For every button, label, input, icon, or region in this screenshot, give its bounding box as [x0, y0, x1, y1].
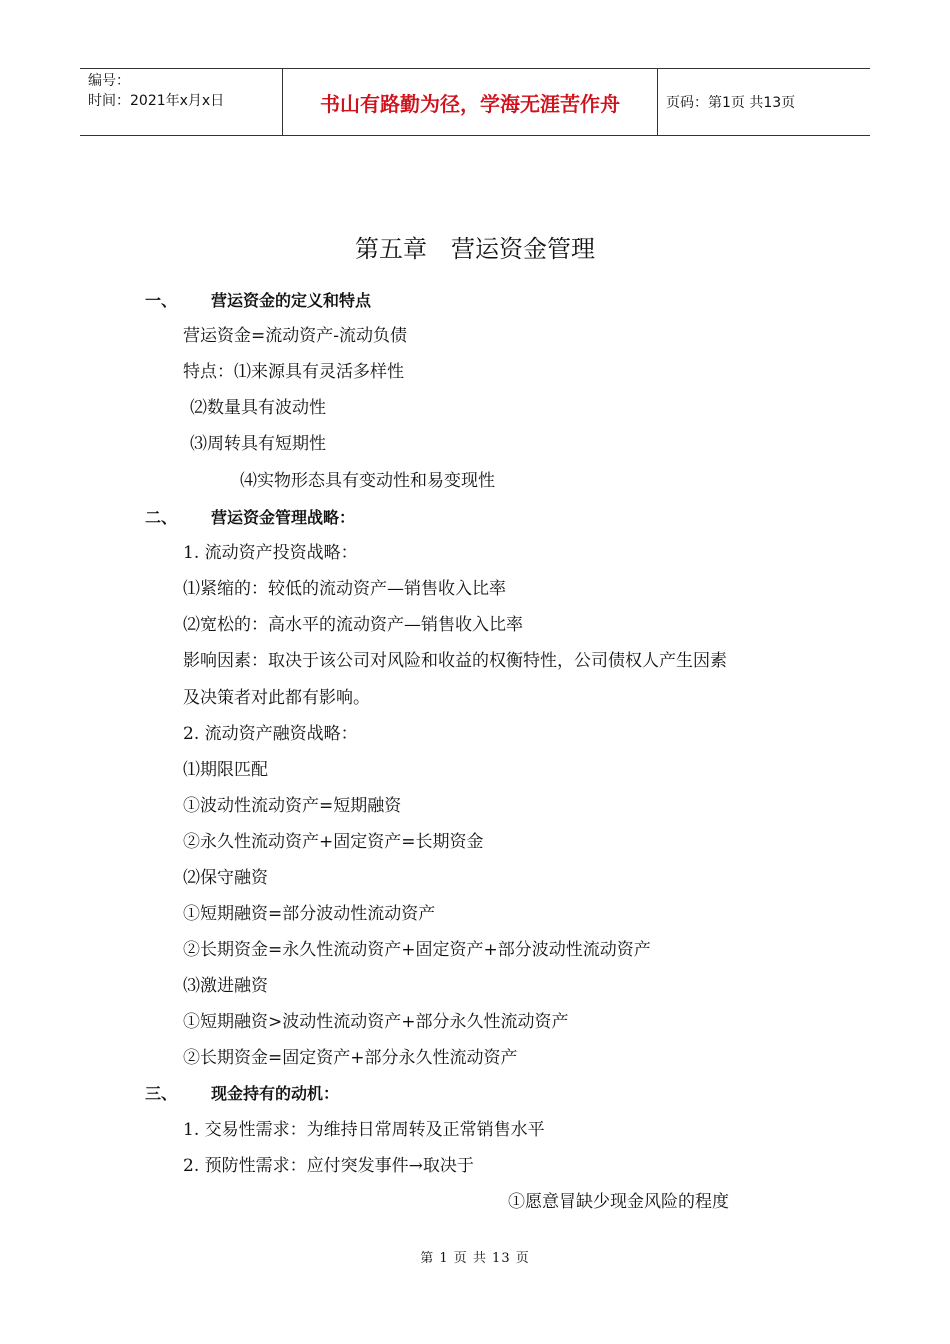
text-line: ⑴期限匹配	[183, 760, 268, 780]
text-line: 影响因素：取决于该公司对风险和收益的权衡特性，公司债权人产生因素	[183, 651, 727, 671]
text-line: 营运资金=流动资产-流动负债	[183, 326, 407, 346]
text-line: ⑵宽松的：高水平的流动资产—销售收入比率	[183, 615, 523, 635]
text-line: ⑶激进融资	[183, 976, 268, 996]
section-number: 二、	[145, 508, 178, 527]
text-line: ①愿意冒缺少现金风险的程度	[508, 1192, 729, 1212]
text-line: ⑶周转具有短期性	[190, 434, 326, 454]
section-number: 三、	[145, 1084, 178, 1103]
section-title: 现金持有的动机：	[211, 1084, 340, 1103]
page-header	[80, 68, 870, 136]
page-footer: 第 1 页 共 13 页	[420, 1251, 530, 1266]
text-line: ①短期融资>波动性流动资产+部分永久性流动资产	[183, 1012, 569, 1032]
text-line: 1. 交易性需求：为维持日常周转及正常销售水平	[183, 1120, 545, 1140]
section-title: 营运资金管理战略：	[211, 508, 356, 527]
text-line: 2. 预防性需求：应付突发事件→取决于	[183, 1156, 474, 1176]
text-line: 及决策者对此都有影响。	[183, 688, 370, 708]
text-line: ②长期资金=固定资产+部分永久性流动资产	[183, 1048, 518, 1068]
header-page-info: 页码：第1页 共13页	[666, 95, 796, 111]
text-line: ⑷实物形态具有变动性和易变现性	[240, 471, 495, 491]
text-line: ①波动性流动资产=短期融资	[183, 796, 402, 816]
text-line: ②长期资金=永久性流动资产+固定资产+部分波动性流动资产	[183, 940, 651, 960]
number-label: 编号：	[88, 73, 130, 89]
chapter-title: 第五章 营运资金管理	[355, 235, 595, 263]
section-number: 一、	[145, 291, 178, 310]
text-line: ⑴紧缩的：较低的流动资产—销售收入比率	[183, 579, 506, 599]
text-line: ②永久性流动资产+固定资产=长期资金	[183, 832, 484, 852]
section-heading-2	[145, 506, 355, 530]
text-line: 2. 流动资产融资战略：	[183, 724, 358, 744]
text-line: ①短期融资=部分波动性流动资产	[183, 904, 436, 924]
text-line: ⑵数量具有波动性	[190, 398, 326, 418]
section-heading-1	[145, 289, 371, 313]
time-label: 时间：2021年x月x日	[88, 93, 225, 109]
section-title: 营运资金的定义和特点	[211, 291, 372, 310]
text-line: ⑵保守融资	[183, 868, 268, 888]
text-line: 1. 流动资产投资战略：	[183, 543, 358, 563]
text-line: 特点：⑴来源具有灵活多样性	[183, 362, 404, 382]
header-left-cell	[80, 69, 282, 135]
section-heading-3	[145, 1082, 339, 1106]
header-motto: 书山有路勤为径，学海无涯苦作舟	[282, 69, 658, 135]
